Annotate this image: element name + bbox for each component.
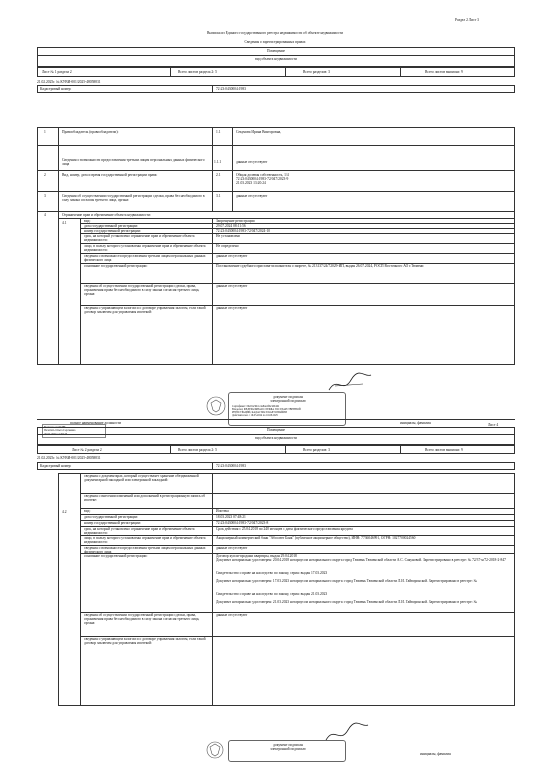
enc-row-value: Ипотека — [216, 509, 229, 513]
sig-doc-text-p2: документ подписан электронной подписью — [270, 743, 306, 752]
enc-row-value: 29.07.2024 08:11:56 — [216, 224, 246, 228]
total-sections-p2: Всего разделов: 3 — [303, 448, 330, 452]
position-caption: полное наименование должности — [70, 421, 122, 425]
object-type-caption-p2: вид объекта недвижимости — [255, 436, 297, 440]
total-sheets-extract-p2: Всего листов выписки: 9 — [425, 448, 463, 452]
cadastral-value-p2: 72:23:0430004:1983 — [216, 464, 246, 468]
row3-label: Сведения об осуществлении государственной регистрации сделки, права без необходимого в силу закона согласия третьего лица, органа: — [62, 194, 205, 203]
print-stamp: Выписка из ЕГРН Печатать Ольга Сергеевна 26.02.2025 11:50:26 — [42, 424, 106, 438]
subheader: Сведения о зарегистрированных правах — [244, 40, 306, 44]
enc-row-label: основание государственной регистрации: — [84, 264, 148, 268]
object-type-caption: вид объекта недвижимости — [255, 57, 297, 61]
cadastral-value: 72:23:0430004:1983 — [216, 87, 246, 91]
row1-1-sub: 1.1.1 — [214, 160, 222, 164]
cadastral-row-p2 — [37, 462, 515, 470]
enc-row-label: номер государственной регистрации: — [84, 521, 141, 525]
extract-id: 21.02.2025г. № КУВИ-001/2025-48058831 — [37, 80, 101, 84]
row2-label: Вид, номер, дата и время государственной регистрации права: — [62, 173, 158, 177]
sheet-label-p2: Лист № 2 раздела 2 — [72, 448, 102, 452]
enc-row-label: сведения о возможности предоставления третьим лицам персональных данных физического лица — [84, 546, 206, 555]
razdel-list: Раздел 2 Лист 3 — [455, 18, 479, 22]
enc-row-value: данные отсутствуют — [216, 612, 248, 617]
enc-row-value: 72:23:0430004:1983-72/047/2023-8 — [216, 521, 269, 525]
row3-value: данные отсутствуют — [236, 194, 268, 198]
enc-row-value: Не определено — [216, 244, 239, 248]
object-type-p2: Помещение — [267, 428, 285, 432]
enc-row-value: Акционерный коммерческий банк "Абсолют Банк" (публичное акционерное общество), ИНН: 7736046991, ОГРН: 1027700024560 — [216, 536, 416, 540]
enc-row-value: данные отсутствуют — [216, 546, 248, 550]
basis-line: Документ нотариально удостоверен: 20.04.2018 нотариусом нотариального округа город Тюмень Тюменской области А.С. Сакуновой. Зарегистрировано в реестре: № 72/37-н/72-2018-2-847 — [216, 558, 506, 563]
row4-label: Ограничение прав и обременение объекта недвижимости: — [62, 213, 151, 217]
enc-row-value: Срок действия с 25.04.2018 по 240 месяцев с даты фактического предоставления кредита — [216, 527, 353, 531]
basis-line: Договор купли-продажи квартиры, выдан 29.04.2018 — [216, 554, 297, 558]
row1-sub: 1.1 — [216, 130, 221, 134]
object-type: Помещение — [267, 49, 285, 53]
enc-row-label: дата государственной регистрации: — [84, 515, 139, 519]
cadastral-label: Кадастровый номер: — [40, 87, 72, 91]
coat-of-arms-icon — [205, 395, 227, 417]
enc-row-value: Не установлено — [216, 234, 241, 238]
handwritten-signature — [325, 372, 375, 396]
enc-row-value: данные отсутствуют — [216, 284, 248, 288]
enc-row-label: дата государственной регистрации: — [84, 224, 139, 228]
row2-sub: 2.1 — [216, 173, 221, 177]
extract-id-p2: 21.02.2025г. № КУВИ-001/2025-48058831 — [37, 456, 101, 460]
enc-row-label: вид: — [84, 219, 91, 223]
enc-row-value: 72:23:0430004:1983-72/047/2024-10 — [216, 229, 271, 233]
enc-row-label: лицо, в пользу которого установлены ограничение прав и обременение объекта недвижимости: — [84, 536, 206, 545]
initials-caption-p2: инициалы, фамилия — [420, 752, 451, 756]
enc-row-value: 18.03.2023 07:48:21 — [216, 515, 246, 519]
basis-label: основание государственной регистрации: — [84, 554, 148, 558]
initials-caption: инициалы, фамилия — [400, 421, 431, 425]
enc-row-label: срок, на который установлено ограничение прав и обременение объекта недвижимости: — [84, 234, 195, 243]
total-sheets-section: Всего листов раздела 2: 5 — [178, 70, 217, 74]
enc-num: 4.1 — [62, 221, 67, 225]
enc-row-label: сведения об осуществлении государственной регистрации сделки, права, ограничения права без необходимого в силу закона согласия третьего лица, органа: — [84, 612, 200, 625]
basis-line: Свидетельство о праве на наследство по закону, серия: выдан 21.03.2023 — [216, 591, 328, 596]
enc-row-label: сведения о документарах, который осуществляет хранение обездвиженной документарной закладной или электронной закладной: — [84, 474, 199, 483]
enc-row-label: срок, на который установлено ограничение прав и обременение объекта недвижимости: — [84, 527, 195, 536]
basis-line: Документ нотариально удостоверен: 17.03.2023 нотариусом нотариального округа: город Тюмень Тюменской области Л.И. Гайворонской. Зарегистрировано в реестре: № — [216, 579, 477, 584]
row3-sub: 3.1 — [216, 194, 221, 198]
enc-row-label: номер государственной регистрации: — [84, 229, 141, 233]
basis-line: Документ нотариально удостоверен: 21.03.2023 нотариусом нотариального округа: город Тюмень Тюменской области Л.И. Гайворонской. Зарегистрировано в реестре: № — [216, 600, 477, 605]
enc-row-label: сведения о управляющем залогом и о договоре управления залогом, если такой договор заключен для управления ипотекой: — [84, 636, 206, 645]
row3-num: 3 — [44, 194, 46, 198]
enc-row-value: Запрещение регистрации — [216, 219, 255, 223]
e-signature-stamp — [228, 392, 346, 426]
header-line: Выписка из Единого государственного реестра недвижимости об объекте недвижимости — [206, 31, 344, 35]
enc-row-value: данные отсутствуют — [216, 254, 248, 258]
enc-row-label: вид: — [84, 509, 91, 513]
handwritten-signature-p2 — [322, 722, 372, 746]
row1-1-label: Сведения о возможности предоставления третьим лицам персональных данных физического лица — [62, 158, 205, 167]
enc-row-label: лицо, в пользу которого установлены ограничение прав и обременение объекта недвижимости: — [84, 244, 206, 253]
row1-1-value: данные отсутствуют — [236, 160, 268, 164]
cadastral-label-p2: Кадастровый номер: — [40, 464, 72, 468]
basis-line: Свидетельство о праве на наследство по закону, серия: выдан 17.03.2023 — [216, 570, 328, 575]
sheet-label: Лист № 1 раздела 2 — [42, 70, 72, 74]
row1-num: 1 — [44, 130, 46, 134]
total-sheets-extract: Всего листов выписки: 9 — [425, 70, 463, 74]
sig-doc-text: документ подписан электронной подписью — [270, 395, 306, 404]
row2-value: Общая долевая собственность, 1/4 72:23:0430004:1983-72/047/2023-9 21.03.2023 13:20:24 — [236, 173, 289, 186]
enc-row-value: данные отсутствуют — [216, 306, 248, 310]
enc-row-label: сведения о управляющем залогом и о договоре управления залогом, если такой договор заключен для управления ипотекой: — [84, 306, 206, 315]
enc-row-label: сведения о возможности предоставления третьим лицам персональных данных физического лица — [84, 254, 206, 263]
row2-num: 2 — [44, 173, 46, 177]
total-sections: Всего разделов: 3 — [303, 70, 330, 74]
row1-value: Секунова Ирина Викторовна, — [236, 130, 282, 134]
enc-row-label: сведения об осуществлении государственной регистрации сделки, права, ограничения права без необходимого в силу закона согласия третьего лица, органа: — [84, 284, 200, 297]
list-number: Лист 4 — [488, 423, 499, 427]
coat-of-arms-icon-p2 — [205, 740, 225, 760]
cadastral-row — [37, 85, 515, 93]
enc-num-p2: 4.2 — [62, 510, 67, 514]
enc-row-label: сведения о внесении изменений или дополнений в регистрационную запись об ипотеке: — [84, 494, 206, 503]
total-sheets-section-p2: Всего листов раздела 2: 5 — [178, 448, 217, 452]
sig-cert-text: Сертификат: 00e81a3bb1c4e84e2f0a3d0d4b Владелец: ФЕДЕРАЛЬНАЯ СЛУЖБА ГОСУДАРСТВЕННОЙ РЕГИСТРАЦИИ, КАДАСТРА И КАРТОГРАФИИ Действителен: с 16.05.2024 по 16.08.2025 — [232, 405, 301, 417]
enc-row-value: Постановление судебного пристава-исполнителя о запрете, № 213137/24/72029-ИП, выдан 26.07.2024, РОСП Восточного АО г.Тюмени — [216, 264, 424, 268]
row1-label: Правообладатель (правообладатели): — [62, 130, 119, 134]
